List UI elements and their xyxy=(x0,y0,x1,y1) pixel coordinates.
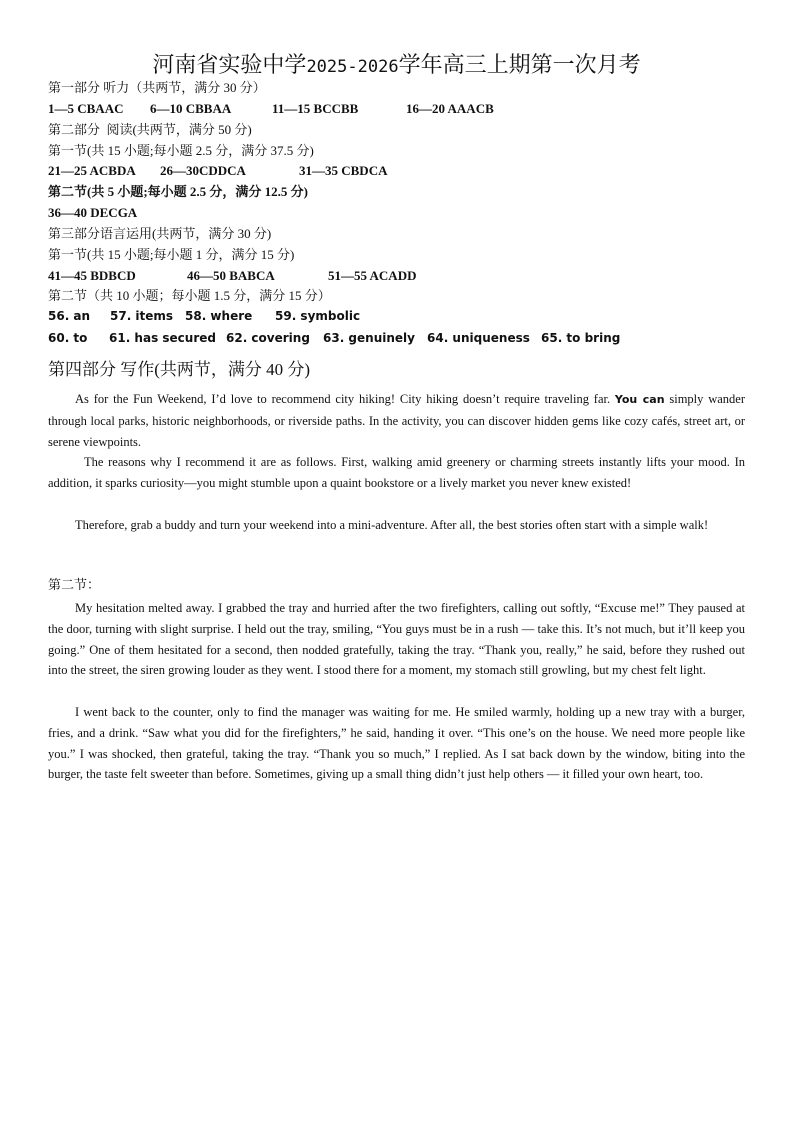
answer-group: 1—5 CBAAC xyxy=(48,101,124,116)
vocab-answer: 63. genuinely xyxy=(323,331,415,345)
part2-heading: 第二部分 阅读(共两节，满分 50 分) xyxy=(48,122,252,137)
vocab-answer: 65. to bring xyxy=(541,331,621,345)
essay-text: As for the Fun Weekend, I’d love to recommend city hiking! City hiking doesn’t require traveling far. xyxy=(75,392,611,406)
part4-section2-heading: 第二节： xyxy=(48,577,101,592)
part4-heading: 第四部分 写作(共两节，满分 40 分) xyxy=(48,360,311,379)
vocab-answer: 62. covering xyxy=(226,331,310,345)
essay-paragraph: The reasons why I recommend it are as follows. First, walking amid greenery or charming streets instantly lifts your mood. In addition, it sparks curiosity—you might stumble upon a quaint bookstore or a lively market you never knew existed! xyxy=(48,455,745,490)
answer-group: 11—15 BCCBB xyxy=(272,101,359,116)
part2-section2-heading: 第二节(共 5 小题;每小题 2.5 分，满分 12.5 分) xyxy=(48,184,308,199)
vocab-answer: 56. an xyxy=(48,309,91,323)
vocab-answer: 61. has secured xyxy=(109,331,216,345)
part3-section1-heading: 第一节(共 15 小题;每小题 1 分，满分 15 分) xyxy=(48,247,295,262)
answer-group: 51—55 ACADD xyxy=(328,268,417,283)
title-rest: 学年高三上期第一次月考 xyxy=(398,52,641,77)
essay-text: simply wander through local parks, historic neighborhoods, or riverside paths. In the activity, you can discover hidden gems like cozy cafés, street art, or serene viewpoints. xyxy=(48,392,746,449)
vocab-answer: 57. items xyxy=(110,309,174,323)
vocab-answer: 58. where xyxy=(185,309,253,323)
answer-group: 21—25 ACBDA xyxy=(48,163,136,178)
story-paragraph: My hesitation melted away. I grabbed the tray and hurried after the two firefighters, calling out softly, “Excuse me!” They paused at the door, turning with slight surprise. I held out the tray, smiling, “You guys must be in a rush — take this. It’s not much, but it’ll keep you going.” One of them hesitated for a second, then nodded gratefully, taking the tray. “Thank you, really,” he said, before they rushed out into the street, the siren growing louder as they went. I stood there for a moment, my stomach still growling, but my chest felt light. xyxy=(48,601,745,678)
essay-bold-text: You can xyxy=(614,393,665,406)
answer-group: 41—45 BDBCD xyxy=(48,268,136,283)
answer-group: 26—30CDDCA xyxy=(160,163,246,178)
title-year: 2025-2026 xyxy=(306,57,399,77)
vocab-answer: 59. symbolic xyxy=(275,309,361,323)
answer-group: 46—50 BABCA xyxy=(187,268,275,283)
part1-heading: 第一部分 听力（共两节，满分 30 分） xyxy=(48,80,266,95)
page-title xyxy=(0,50,793,82)
answer-group: 6—10 CBBAA xyxy=(150,101,232,116)
part3-heading: 第三部分语言运用(共两节，满分 30 分) xyxy=(48,226,272,241)
vocab-answer: 64. uniqueness xyxy=(427,331,530,345)
essay-paragraph xyxy=(48,389,745,452)
part2-section1-heading: 第一节(共 15 小题;每小题 2.5 分，满分 37.5 分) xyxy=(48,143,314,158)
vocab-answer: 60. to xyxy=(48,331,88,345)
story-paragraph: I went back to the counter, only to find the manager was waiting for me. He smiled warmly, holding up a new tray with a burger, fries, and a drink. “Saw what you did for the firefighters,” he said, handing it over. “This one’s on the house. We need more people like you.” I was shocked, then grateful, taking the tray. “Thank you so much,” I replied. As I sat back down by the window, biting into the burger, the taste felt sweeter than before. Sometimes, giving up a small thing didn’t just help others — it filled your own heart, too. xyxy=(48,705,745,782)
answer-group: 36—40 DECGA xyxy=(48,205,138,220)
essay-paragraph: Therefore, grab a buddy and turn your weekend into a mini-adventure. After all, the best stories often start with a simple walk! xyxy=(75,518,709,532)
answer-group: 16—20 AAACB xyxy=(406,101,494,116)
title-school: 河南省实验中学 xyxy=(152,52,307,77)
answer-group: 31—35 CBDCA xyxy=(299,163,388,178)
part3-section2-heading: 第二节（共 10 小题；每小题 1.5 分，满分 15 分） xyxy=(48,288,331,303)
